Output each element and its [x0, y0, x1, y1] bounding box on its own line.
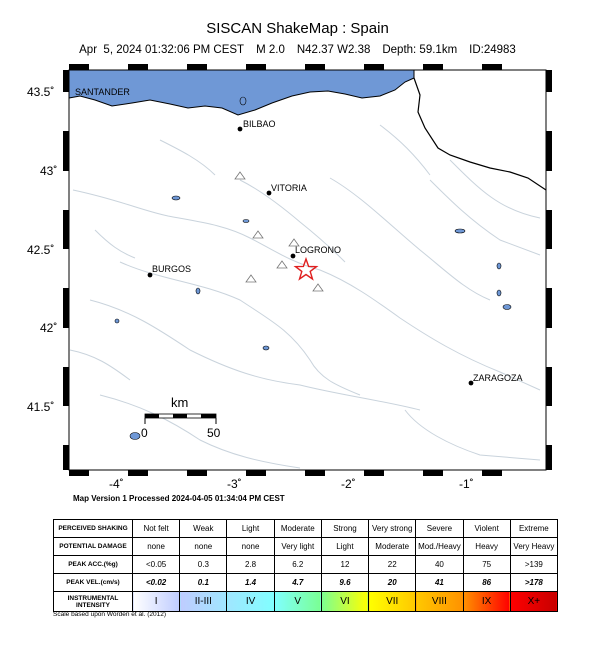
frame-tick — [546, 445, 552, 470]
lon-label-minus-3: -3˚ — [227, 477, 242, 491]
legend-header-damage: POTENTIAL DAMAGE — [54, 538, 133, 556]
lat-label-43: 43˚ — [40, 164, 58, 178]
intensity-cell: V — [274, 592, 321, 612]
scale-start: 0 — [141, 426, 148, 440]
frame-tick — [546, 210, 552, 249]
legend-cell: 6.2 — [274, 556, 321, 574]
legend-cell: Violent — [463, 520, 510, 538]
legend-cell: 20 — [369, 574, 416, 592]
legend-cell: none — [133, 538, 180, 556]
legend-cell: 22 — [369, 556, 416, 574]
frame-tick — [546, 70, 552, 92]
legend-cell: 1.4 — [227, 574, 274, 592]
frame-tick — [305, 470, 325, 476]
intensity-cell: IV — [227, 592, 274, 612]
city-label-vitoria: VITORIA — [271, 183, 307, 193]
legend-row-shaking — [54, 520, 558, 538]
event-id: ID:24983 — [469, 44, 516, 56]
lat-label-42-5: 42.5˚ — [27, 243, 55, 257]
lat-label-43-5: 43.5˚ — [27, 85, 55, 99]
legend-cell: >139 — [510, 556, 557, 574]
intensity-cell: I — [133, 592, 180, 612]
frame-tick — [546, 367, 552, 406]
intensity-legend — [53, 519, 558, 612]
lon-label-minus-2: -2˚ — [341, 477, 356, 491]
lon-label-minus-4: -4˚ — [109, 477, 124, 491]
legend-cell: Moderate — [369, 538, 416, 556]
scale-unit: km — [171, 395, 189, 410]
frame-tick — [246, 470, 266, 476]
legend-cell: Very strong — [369, 520, 416, 538]
intensity-cell: VII — [369, 592, 416, 612]
legend-cell: 12 — [321, 556, 368, 574]
city-label-zaragoza: ZARAGOZA — [473, 373, 523, 383]
legend-cell: Strong — [321, 520, 368, 538]
frame-tick — [187, 64, 207, 70]
legend-cell: 75 — [463, 556, 510, 574]
intensity-cell: VIII — [416, 592, 463, 612]
legend-cell: >178 — [510, 574, 557, 592]
city-label-logrono: LOGRONO — [295, 245, 342, 255]
legend-cell: 41 — [416, 574, 463, 592]
legend-cell: Severe — [416, 520, 463, 538]
legend-cell: <0.02 — [133, 574, 180, 592]
legend-header-acc: PEAK ACC.(%g) — [54, 556, 133, 574]
frame-tick — [69, 470, 89, 476]
legend-cell: <0.05 — [133, 556, 180, 574]
frame-tick — [482, 64, 502, 70]
event-depth: Depth: 59.1km — [382, 44, 458, 56]
map-title: SISCAN ShakeMap : Spain — [206, 20, 389, 37]
legend-cell: Moderate — [274, 520, 321, 538]
legend-cell: Not felt — [133, 520, 180, 538]
frame-tick — [423, 470, 443, 476]
legend-cell: Very Heavy — [510, 538, 557, 556]
lon-label-minus-1: -1˚ — [459, 477, 474, 491]
frame-tick — [63, 70, 69, 92]
legend-cell: Very light — [274, 538, 321, 556]
frame-tick — [187, 470, 207, 476]
frame-tick — [246, 64, 266, 70]
event-datetime: Apr 5, 2024 01:32:06 PM CEST — [79, 44, 245, 56]
legend-cell: Heavy — [463, 538, 510, 556]
legend-row-damage — [54, 538, 558, 556]
frame-tick — [63, 210, 69, 249]
intensity-cell: X+ — [510, 592, 557, 612]
legend-cell: 0.3 — [180, 556, 227, 574]
legend-cell: 0.1 — [180, 574, 227, 592]
city-label-burgos: BURGOS — [152, 264, 192, 274]
legend-cell: none — [180, 538, 227, 556]
legend-row-acc — [54, 556, 558, 574]
legend-row-vel — [54, 574, 558, 592]
frame-tick — [546, 131, 552, 171]
legend-header-shaking: PERCEIVED SHAKING — [54, 520, 133, 538]
map-version: Map Version 1 Processed 2024-04-05 01:34:04 PM CEST — [73, 494, 285, 503]
scale-reference: Scale based upon Worden et al. (2012) — [53, 611, 166, 618]
legend-cell: 86 — [463, 574, 510, 592]
city-dot-bilbao — [238, 127, 243, 132]
frame-tick — [63, 288, 69, 328]
frame-tick — [305, 64, 325, 70]
frame-tick — [423, 64, 443, 70]
legend-cell: Light — [227, 520, 274, 538]
frame-tick — [364, 470, 384, 476]
event-magnitude: M 2.0 — [256, 44, 285, 56]
frame-tick — [63, 445, 69, 470]
legend-cell: Light — [321, 538, 368, 556]
frame-tick — [128, 470, 148, 476]
intensity-cell: II-III — [180, 592, 227, 612]
frame-tick — [63, 131, 69, 171]
lat-label-41-5: 41.5˚ — [27, 400, 55, 414]
intensity-cell: IX — [463, 592, 510, 612]
event-location: N42.37 W2.38 — [296, 44, 371, 56]
legend-cell: 40 — [416, 556, 463, 574]
legend-cell: 9.6 — [321, 574, 368, 592]
frame-tick — [63, 367, 69, 406]
legend-cell: Extreme — [510, 520, 557, 538]
frame-tick — [128, 64, 148, 70]
frame-tick — [364, 64, 384, 70]
frame-tick — [546, 288, 552, 328]
legend-cell: 2.8 — [227, 556, 274, 574]
intensity-cell: VI — [321, 592, 368, 612]
legend-cell: Weak — [180, 520, 227, 538]
legend-header-vel: PEAK VEL.(cm/s) — [54, 574, 133, 592]
lat-label-42: 42˚ — [40, 321, 58, 335]
legend-cell: 4.7 — [274, 574, 321, 592]
legend-row-intensity — [54, 592, 558, 612]
frame-tick — [482, 470, 502, 476]
legend-header-intensity: INSTRUMENTAL INTENSITY — [54, 592, 133, 612]
frame-tick — [69, 64, 89, 70]
legend-cell: none — [227, 538, 274, 556]
legend-cell: Mod./Heavy — [416, 538, 463, 556]
city-label-santander: SANTANDER — [75, 87, 130, 97]
scale-end: 50 — [207, 426, 221, 440]
city-label-bilbao: BILBAO — [243, 119, 276, 129]
